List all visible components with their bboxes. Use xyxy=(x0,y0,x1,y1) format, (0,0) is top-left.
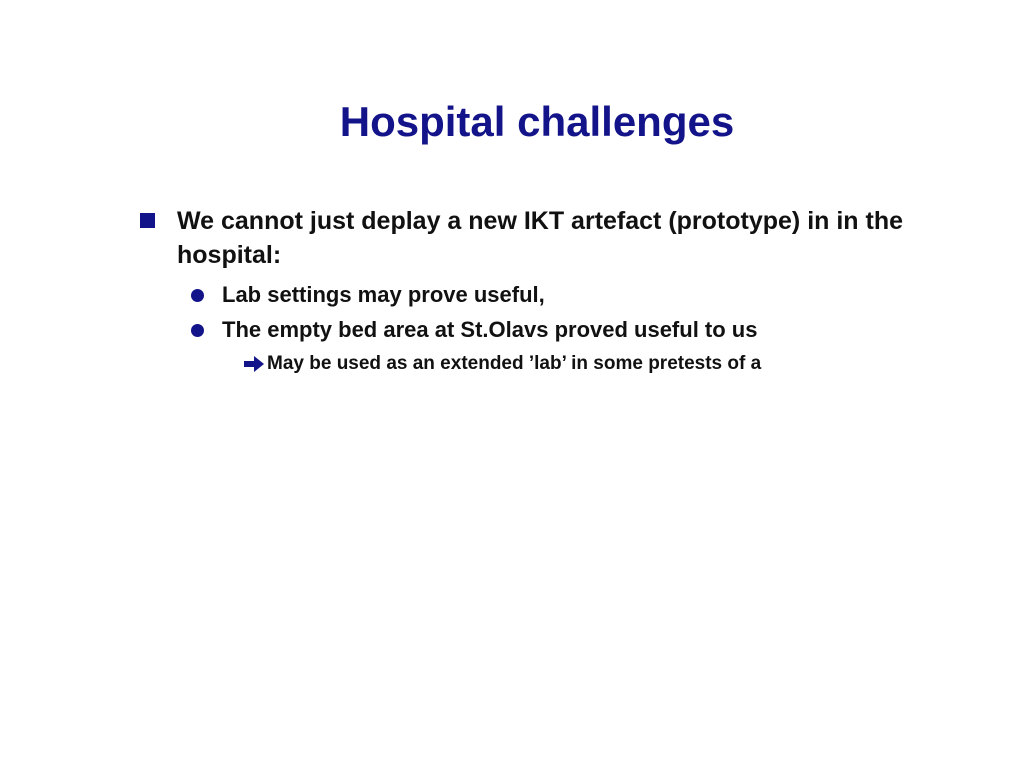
bullet-level-2-text: Lab settings may prove useful, xyxy=(222,282,545,307)
bullet-level-1-text: We cannot just deplay a new IKT artefact (prototype) in in the hospital: xyxy=(177,207,904,269)
square-bullet-icon xyxy=(140,213,155,228)
bullet-level-2 xyxy=(191,280,951,310)
bullet-level-1 xyxy=(140,204,940,272)
bullet-level-2-text: The empty bed area at St.Olavs proved useful to us xyxy=(222,317,758,342)
arrow-right-icon xyxy=(243,355,265,373)
circle-bullet-icon xyxy=(191,289,204,302)
slide-title-text: Hospital challenges xyxy=(339,98,735,145)
bullet-level-2 xyxy=(191,315,951,345)
circle-bullet-icon xyxy=(191,324,204,337)
bullet-level-3 xyxy=(243,352,963,376)
bullet-level-3-text: May be used as an extended ’lab’ in some pretests of a xyxy=(267,353,762,374)
